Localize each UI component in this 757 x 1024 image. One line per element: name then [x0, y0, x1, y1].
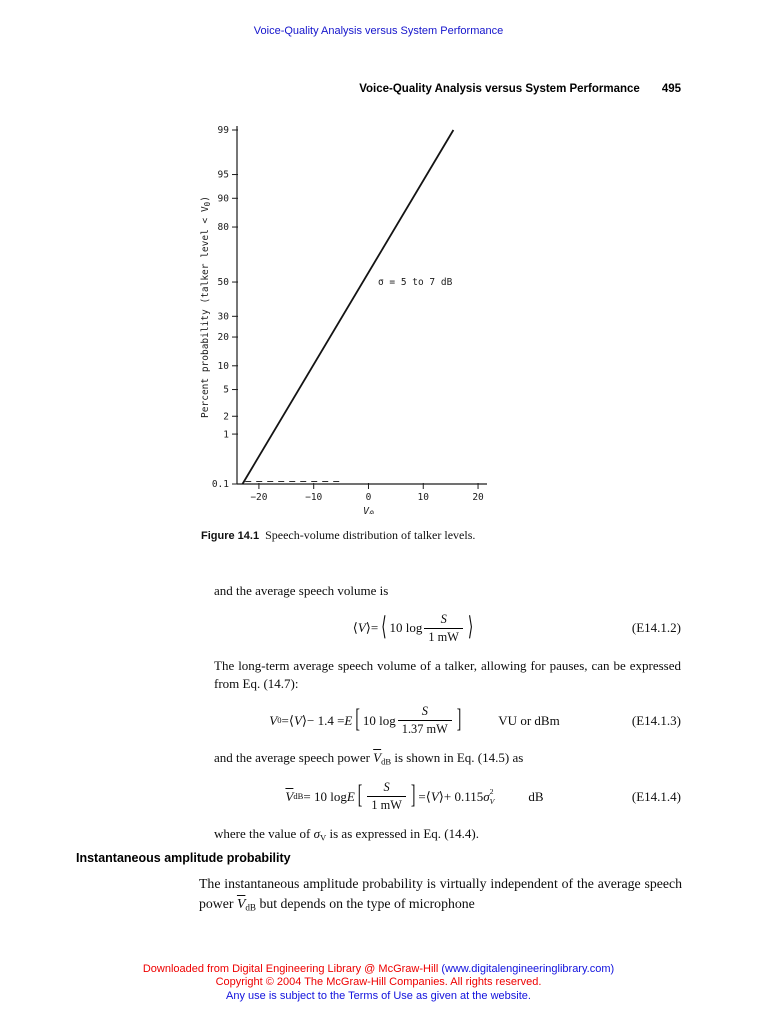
- equation-e14-1-3: [214, 704, 681, 737]
- eq4-plus-term: + 0.115: [443, 788, 484, 804]
- eq4-angle-open: ⟨: [425, 788, 431, 804]
- y-axis-label: Percent probability (talker level < $V_0$): [200, 196, 212, 418]
- vbar-subscript: dB: [245, 902, 256, 913]
- paragraph-average-speech-volume: and the average speech volume is: [214, 583, 389, 598]
- vbar-symbol: $\overline{V}$: [236, 895, 246, 911]
- eq4-sigma-subscript: V: [489, 796, 495, 806]
- eq3-avg-symbol: V: [293, 712, 302, 728]
- eq4-equals-2: =: [418, 788, 426, 804]
- eq2-fraction: [424, 612, 463, 645]
- paragraph-instantaneous-amplitude: [199, 874, 682, 914]
- sigma-subscript: V: [320, 832, 327, 843]
- eq3-body: [214, 704, 615, 737]
- footer-library-link[interactable]: (www.digitalengineeringlibrary.com): [441, 963, 615, 975]
- x-tick-label: 10: [417, 492, 429, 503]
- y-tick-label: 2: [223, 411, 229, 423]
- eq4-bracket-close: ]: [410, 780, 416, 810]
- eq4-vbar-subscript: dB: [293, 790, 304, 801]
- eq4-vbar-symbol: $\overline{V}$: [285, 788, 294, 804]
- y-tick-label: 5: [223, 384, 229, 396]
- eq3-fraction: [398, 704, 452, 737]
- footer-line-1: [0, 963, 757, 976]
- footer-downloaded-text: Downloaded from Digital Engineering Library @ McGraw-Hill: [142, 963, 442, 975]
- probability-plot: [197, 120, 497, 514]
- eq4-angle-close: ⟩: [438, 788, 444, 804]
- equation-number-e14-1-4: (E14.1.4): [631, 788, 681, 804]
- x-tick-label: −10: [305, 492, 323, 503]
- eq2-lhs-open: ⟨: [352, 620, 358, 636]
- eq4-denominator: 1 mW: [371, 798, 402, 813]
- eq4-equals-1: = 10 log: [303, 788, 347, 804]
- figure-caption-text: Speech-volume distribution of talker levels.: [265, 528, 476, 542]
- sigma-symbol: σ: [313, 825, 321, 841]
- running-head: [359, 83, 681, 95]
- footer-terms-link[interactable]: Any use is subject to the Terms of Use as given at the website.: [226, 989, 531, 1002]
- y-tick-label: 95: [217, 169, 229, 181]
- x-tick-label: −20: [250, 492, 268, 503]
- distribution-line: [242, 130, 453, 484]
- x-axis-label: $V_0$: [363, 506, 374, 514]
- y-tick-label: 20: [217, 332, 229, 344]
- eq2-angle-close: ⟩: [467, 612, 474, 641]
- eq3-denominator: 1.37 mW: [401, 722, 448, 737]
- body-column: [214, 582, 681, 844]
- eq2-denominator: 1 mW: [428, 629, 459, 644]
- eq4-numerator: S: [367, 780, 406, 797]
- eq3-bracket-open: [: [355, 704, 360, 734]
- running-head-title: Voice-Quality Analysis versus System Performance: [359, 83, 640, 95]
- eq2-lhs-symbol: V: [357, 620, 366, 636]
- header-link[interactable]: Voice-Quality Analysis versus System Performance: [253, 25, 504, 37]
- equation-e14-1-4: [214, 780, 681, 813]
- eq3-v-symbol: V: [269, 712, 278, 728]
- eq3-unit: VU or dBm: [498, 712, 560, 728]
- text-run-post: is as expressed in Eq. (14.4).: [326, 825, 479, 841]
- figure-caption-label: Figure 14.1: [201, 530, 260, 542]
- footer-copyright-text: Copyright © 2004 The McGraw-Hill Companies. All rights reserved.: [215, 976, 542, 989]
- y-tick-label: 80: [217, 222, 229, 234]
- figure-caption: [201, 527, 493, 545]
- paragraph-average-speech-power: [214, 749, 681, 768]
- eq4-fraction: [367, 780, 406, 813]
- eq4-bracket-open: [: [357, 780, 363, 810]
- figure-14-1-chart: [197, 120, 497, 514]
- text-run-pre: The instantaneous amplitude probability is virtually independent of the average speech power: [199, 876, 682, 911]
- text-run-post: is shown in Eq. (14.5) as: [391, 750, 524, 766]
- eq4-unit: dB: [528, 788, 544, 804]
- eq3-angle-close: ⟩: [301, 712, 307, 728]
- eq3-numerator: S: [398, 704, 452, 721]
- sigma-annotation: σ = 5 to 7 dB: [377, 277, 453, 289]
- eq2-operator: 10 log: [389, 620, 423, 636]
- text-run-pre: and the average speech power: [214, 750, 374, 766]
- eq4-avg-symbol: V: [430, 788, 439, 804]
- eq3-bracket-close: ]: [456, 704, 462, 734]
- eq4-sigma-superscript: 2: [489, 787, 494, 797]
- eq2-equals: =: [370, 620, 379, 636]
- footer: [0, 963, 757, 1003]
- text-run-post: but depends on the type of microphone: [256, 895, 475, 911]
- vbar-subscript: dB: [381, 756, 392, 767]
- paragraph-long-term-average: The long-term average speech volume of a talker, allowing for pauses, can be expressed from Eq. (14.7):: [214, 657, 681, 691]
- equation-number-e14-1-2: (E14.1.2): [631, 620, 681, 636]
- text-run-pre: where the value of: [214, 825, 314, 841]
- eq3-v-subscript: 0: [277, 714, 282, 725]
- y-tick-label: 90: [217, 193, 229, 205]
- eq2-numerator: S: [424, 612, 463, 629]
- eq4-body: [214, 780, 615, 813]
- y-tick-label: 10: [217, 360, 229, 372]
- eq2-lhs-close: ⟩: [365, 620, 371, 636]
- eq4-sigma-scripts: [490, 787, 495, 806]
- eq3-angle-open: ⟨: [288, 712, 294, 728]
- eq3-equals-1: =: [281, 712, 289, 728]
- y-tick-label: 99: [217, 125, 229, 137]
- eq4-sigma-symbol: σ: [483, 788, 490, 804]
- vbar-symbol: $\overline{V}$: [373, 750, 382, 766]
- x-tick-label: 20: [472, 492, 484, 503]
- eq4-expectation-symbol: E: [346, 788, 355, 804]
- y-tick-label: 30: [217, 311, 229, 323]
- equation-e14-1-2: [214, 612, 681, 645]
- section-heading: Instantaneous amplitude probability: [76, 851, 291, 865]
- x-tick-label: 0: [365, 492, 372, 503]
- eq2-angle-open: ⟨: [381, 612, 387, 641]
- equation-number-e14-1-3: (E14.1.3): [631, 712, 681, 728]
- y-tick-label: 50: [217, 277, 229, 289]
- eq2-body: [214, 612, 615, 645]
- y-tick-label: 1: [223, 429, 229, 441]
- eq3-minus-term: − 1.4 =: [307, 712, 345, 728]
- eq3-operator: 10 log: [362, 712, 396, 728]
- paragraph-sigma-reference: [214, 825, 681, 844]
- page-number: 495: [661, 83, 681, 95]
- y-tick-label: 0.1: [211, 479, 229, 491]
- eq3-expectation-symbol: E: [344, 712, 353, 728]
